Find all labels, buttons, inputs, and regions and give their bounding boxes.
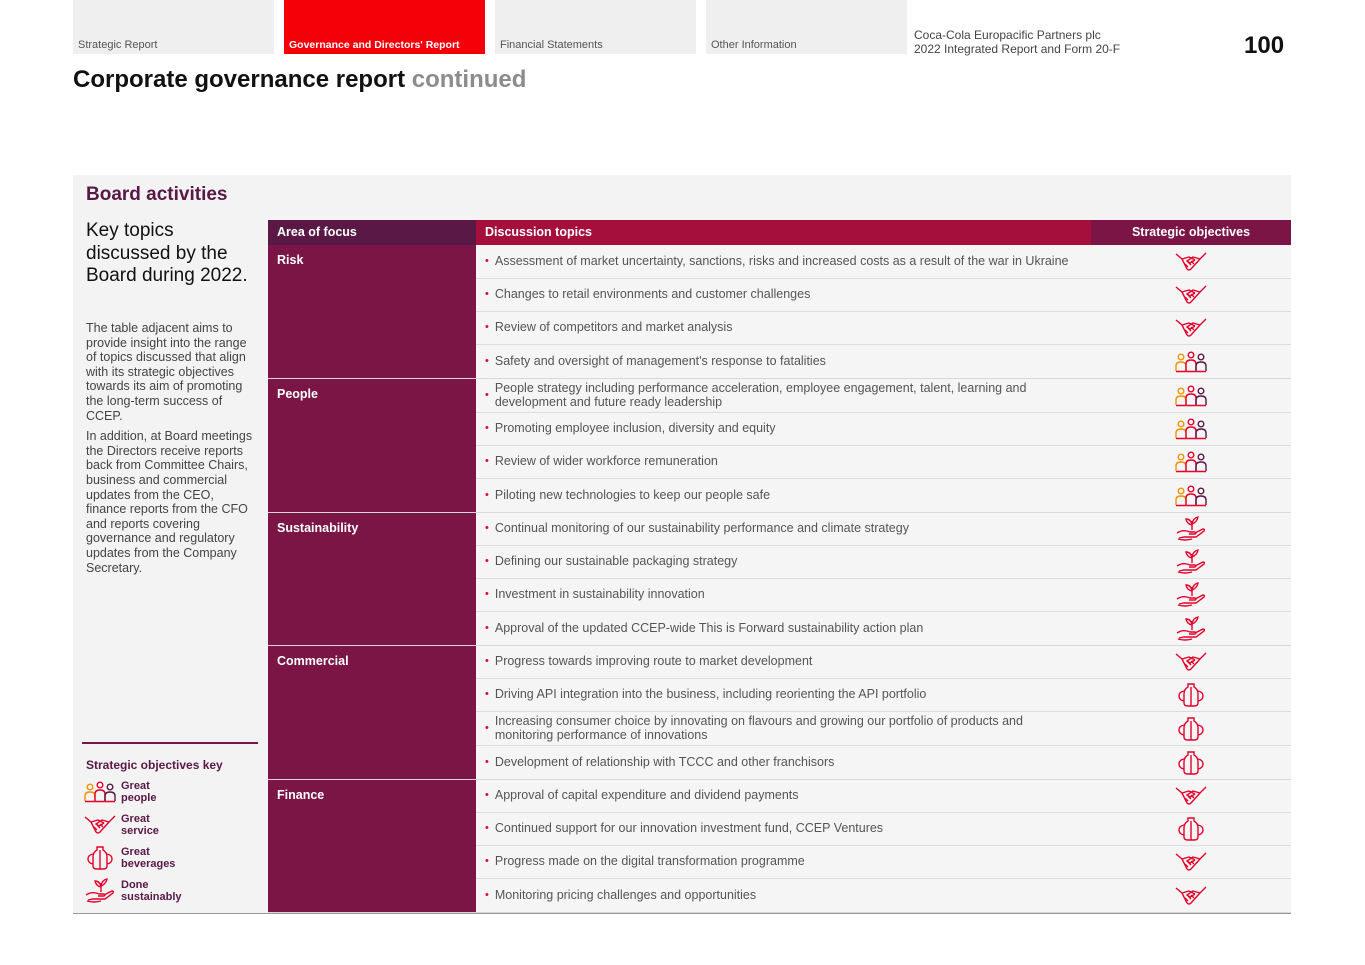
report-name: 2022 Integrated Report and Form 20-F [914, 42, 1121, 56]
people-icon [1091, 413, 1291, 445]
key-item [84, 779, 156, 805]
tab-label: Governance and Directors' Report [289, 39, 460, 51]
discussion-topic-cell [476, 379, 1091, 412]
discussion-topic-cell [476, 746, 1091, 779]
discussion-topic-text: Defining our sustainable packaging strategy [494, 554, 738, 569]
table-row [476, 646, 1291, 679]
discussion-topic-text: People strategy including performance acceleration, employee engagement, talent, learning and development and future ready leadership [494, 381, 1027, 409]
key-label-line: beverages [121, 858, 176, 870]
table-row [476, 479, 1291, 512]
discussion-topic-text: Review of wider workforce remuneration [494, 454, 718, 469]
handshake-icon [1091, 846, 1291, 878]
discussion-topic-text: Continual monitoring of our sustainability performance and climate strategy [494, 521, 909, 536]
section-nav [73, 0, 907, 54]
bottle-icon [1091, 679, 1291, 711]
plant-icon [1091, 513, 1291, 545]
people-icon [1091, 479, 1291, 512]
discussion-topic-text: Approval of capital expenditure and dividend payments [494, 788, 799, 803]
bullet-icon: • [485, 588, 489, 601]
plant-icon [1091, 612, 1291, 645]
discussion-topic-text: Progress towards improving route to market development [494, 654, 813, 669]
table-group [268, 780, 1291, 913]
key-divider [82, 742, 258, 744]
discussion-topic-text: Investment in sustainability innovation [494, 587, 705, 602]
area-of-focus-cell: Finance [268, 780, 476, 912]
discussion-topic-cell [476, 345, 1091, 378]
key-item-label [121, 846, 175, 871]
bullet-icon: • [485, 822, 489, 835]
discussion-topic-cell [476, 813, 1091, 845]
table-group [268, 245, 1291, 379]
company-name: Coca-Cola Europacific Partners plc [914, 28, 1101, 42]
bullet-icon: • [485, 321, 489, 334]
table-group [268, 646, 1291, 780]
discussion-topic-cell [476, 579, 1091, 611]
description-paragraph: The table adjacent aims to provide insight into the range of topics discussed that align with its strategic objectives towards its aim of promoting the long-term success of CCEP. [86, 321, 247, 423]
key-item-label [121, 879, 182, 904]
header-strategic-objectives: Strategic objectives [1091, 220, 1291, 245]
table-row [476, 746, 1291, 779]
bottle-icon [1091, 746, 1291, 779]
discussion-topic-cell [476, 312, 1091, 344]
company-info [914, 28, 1120, 56]
bullet-icon: • [485, 522, 489, 535]
handshake-icon [1091, 279, 1291, 311]
discussion-topic-text: Assessment of market uncertainty, sanctions, risks and increased costs as a result of the war in Ukraine [494, 253, 1069, 268]
bullet-icon: • [485, 422, 489, 435]
bottle-icon [84, 845, 116, 871]
bullet-icon: • [485, 288, 489, 301]
description-paragraph: In addition, at Board meetings the Directors receive reports back from Committee Chairs, business and commercial updates from the CEO, finance reports from the CFO and reports covering governance and regulatory updates from the Company Secretary. [86, 429, 253, 575]
people-icon [1091, 446, 1291, 478]
discussion-topic-text: Changes to retail environments and customer challenges [494, 287, 811, 302]
table-row [476, 712, 1291, 746]
plant-icon [1091, 579, 1291, 611]
tab-financial-statements[interactable] [495, 0, 696, 54]
page-title [73, 66, 526, 94]
table-group [268, 379, 1291, 513]
table-row [476, 679, 1291, 712]
bullet-icon: • [485, 721, 489, 734]
group-topics [476, 646, 1291, 779]
bullet-icon: • [485, 755, 489, 768]
key-label-line: Done [121, 878, 149, 891]
bottle-icon [1091, 813, 1291, 845]
bullet-icon: • [485, 888, 489, 901]
group-topics [476, 513, 1291, 645]
people-icon [1091, 345, 1291, 378]
discussion-topic-text: Safety and oversight of management's response to fatalities [494, 353, 826, 368]
handshake-icon [1091, 780, 1291, 812]
discussion-topic-text: Promoting employee inclusion, diversity and equity [494, 421, 776, 436]
board-activities-heading: Board activities [86, 184, 228, 205]
page-title-main: Corporate governance report [73, 66, 406, 93]
area-of-focus-cell: People [268, 379, 476, 512]
table-row [476, 279, 1291, 312]
discussion-topic-cell [476, 479, 1091, 512]
discussion-topic-cell [476, 245, 1091, 278]
discussion-topic-text: Review of competitors and market analysis [494, 320, 733, 335]
bullet-icon: • [485, 855, 489, 868]
tab-other-information[interactable] [706, 0, 907, 54]
group-topics [476, 245, 1291, 378]
key-item [84, 845, 175, 871]
table-row [476, 245, 1291, 279]
table-row [476, 446, 1291, 479]
tab-label: Other Information [711, 39, 797, 51]
bullet-icon: • [485, 655, 489, 668]
discussion-topic-text: Development of relationship with TCCC and other franchisors [494, 754, 835, 769]
bullet-icon: • [485, 354, 489, 367]
table-row [476, 546, 1291, 579]
table-row [476, 379, 1291, 413]
discussion-topic-cell [476, 446, 1091, 478]
discussion-topic-cell [476, 879, 1091, 912]
tab-strategic-report[interactable] [73, 0, 274, 54]
table-body [268, 245, 1291, 913]
key-label-line: sustainably [121, 891, 182, 903]
discussion-topic-text: Progress made on the digital transformation programme [494, 854, 805, 869]
key-label-line: Great [121, 845, 150, 858]
discussion-topic-text: Driving API integration into the business, including reorienting the API portfolio [494, 687, 927, 702]
bullet-icon: • [485, 488, 489, 501]
handshake-icon [1091, 312, 1291, 344]
bullet-icon: • [485, 688, 489, 701]
table-row [476, 612, 1291, 645]
key-label-line: Great [121, 779, 150, 792]
handshake-icon [1091, 879, 1291, 912]
bullet-icon: • [485, 388, 489, 401]
table-row [476, 513, 1291, 546]
board-activities-table [268, 220, 1291, 913]
discussion-topic-cell [476, 546, 1091, 578]
header-area-of-focus: Area of focus [268, 220, 476, 245]
discussion-topic-cell [476, 846, 1091, 878]
people-icon [84, 779, 116, 805]
header-discussion-topics: Discussion topics [476, 220, 1091, 245]
discussion-topic-cell [476, 646, 1091, 678]
key-item-label [121, 813, 159, 838]
bullet-icon: • [485, 789, 489, 802]
people-icon [1091, 379, 1291, 412]
group-topics [476, 379, 1291, 512]
key-item [84, 878, 182, 904]
area-of-focus-cell: Sustainability [268, 513, 476, 645]
bullet-icon: • [485, 621, 489, 634]
discussion-topic-text: Approval of the updated CCEP-wide This is Forward sustainability action plan [494, 620, 924, 635]
handshake-icon [84, 812, 116, 838]
table-row [476, 846, 1291, 879]
discussion-topic-cell [476, 413, 1091, 445]
handshake-icon [1091, 245, 1291, 278]
discussion-topic-text: Monitoring pricing challenges and opportunities [494, 887, 757, 902]
key-item [84, 812, 159, 838]
plant-icon [84, 878, 116, 904]
area-of-focus-cell: Commercial [268, 646, 476, 779]
discussion-topic-cell [476, 279, 1091, 311]
plant-icon [1091, 546, 1291, 578]
discussion-topic-cell [476, 513, 1091, 545]
tab-label: Financial Statements [500, 39, 603, 51]
tab-governance[interactable] [284, 0, 485, 54]
table-row [476, 413, 1291, 446]
discussion-topic-text: Increasing consumer choice by innovating on flavours and growing our portfolio of products and monitoring performance of innovations [494, 714, 1023, 742]
page-title-suffix: continued [411, 66, 527, 93]
discussion-topic-text: Continued support for our innovation investment fund, CCEP Ventures [494, 821, 884, 836]
group-topics [476, 780, 1291, 912]
discussion-topic-cell [476, 712, 1091, 745]
bottle-icon [1091, 712, 1291, 745]
key-topics-title: Key topics discussed by the Board during 2022. [86, 220, 248, 286]
handshake-icon [1091, 646, 1291, 678]
area-of-focus-cell: Risk [268, 245, 476, 378]
table-row [476, 312, 1291, 345]
discussion-topic-cell [476, 780, 1091, 812]
board-description [86, 321, 256, 581]
table-header [268, 220, 1291, 245]
bullet-icon: • [485, 455, 489, 468]
table-group [268, 513, 1291, 646]
key-label-line: Great [121, 812, 150, 825]
discussion-topic-text: Piloting new technologies to keep our people safe [494, 487, 771, 502]
objectives-key-heading: Strategic objectives key [86, 758, 223, 772]
table-row [476, 345, 1291, 378]
table-row [476, 579, 1291, 612]
discussion-topic-cell [476, 679, 1091, 711]
page-number: 100 [1244, 32, 1285, 59]
discussion-topic-cell [476, 612, 1091, 645]
key-item-label [121, 780, 156, 805]
table-row [476, 780, 1291, 813]
key-label-line: people [121, 792, 157, 804]
tab-label: Strategic Report [78, 39, 158, 51]
bullet-icon: • [485, 555, 489, 568]
key-label-line: service [121, 825, 159, 837]
table-row [476, 879, 1291, 912]
bullet-icon: • [485, 254, 489, 267]
table-row [476, 813, 1291, 846]
